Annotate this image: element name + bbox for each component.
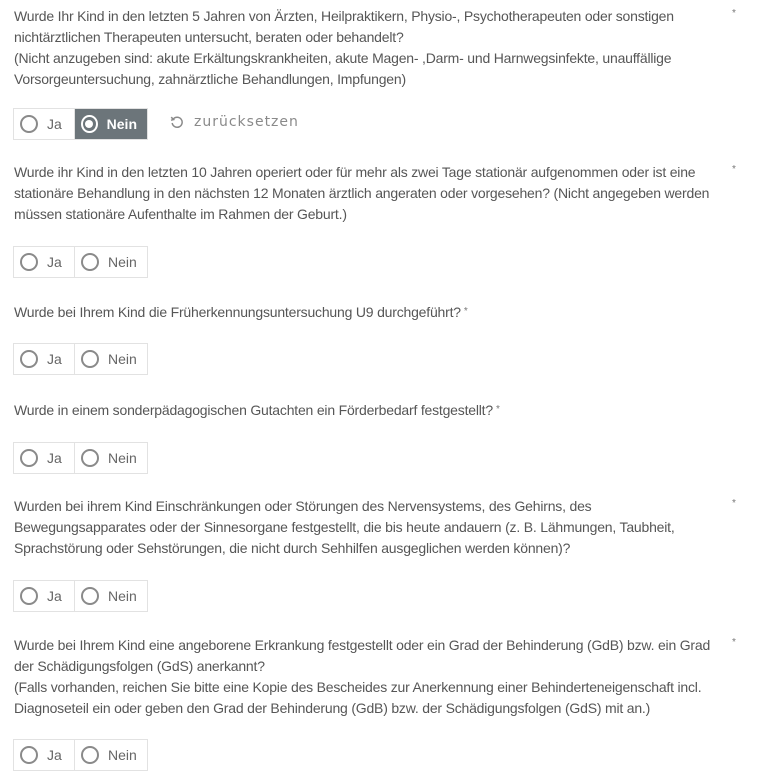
radio-circle-icon [81,253,99,271]
option-label: Nein [108,254,137,270]
option-label: Ja [47,450,62,466]
question-5-option-ja[interactable] [14,581,74,611]
question-5-option-nein[interactable] [74,581,147,611]
question-2-option-ja[interactable] [14,247,74,277]
option-label: Nein [108,351,137,367]
question-6-line-2: (Falls vorhanden, reichen Sie bitte eine Kopie des Bescheides zur Anerkennung einer Behinderteneigenschaft incl. Diagnoseteil ein oder geben den Grad der Behinderung (GdB) bzw. der Schädigungsfolgen (GdS) mit an.) [14,679,702,716]
reset-icon [170,115,184,129]
option-label: Ja [47,254,62,270]
radio-circle-icon [20,587,38,605]
required-marker: * [732,164,736,175]
question-3-text [14,301,714,323]
radio-circle-icon [20,253,38,271]
required-marker: * [463,306,468,317]
reset-label: zurücksetzen [194,114,299,130]
question-2-text [14,162,724,225]
radio-circle-icon [81,746,99,764]
question-1-line-2: (Nicht anzugeben sind: akute Erkältungskrankheiten, akute Magen- ,Darm- und Harnwegsinfekte, unauffällige Vorsorgeuntersuchung, zahnärztliche Behandlungen, Impfungen) [14,50,672,87]
question-3-radio-group [13,343,148,375]
required-marker: * [732,8,736,19]
question-4-line-1: Wurde in einem sonderpädagogischen Gutachten ein Förderbedarf festgestellt? [14,402,493,418]
option-label: Nein [108,588,137,604]
radio-checked-icon [81,115,98,133]
question-4-option-ja[interactable] [14,443,74,473]
question-3-option-nein[interactable] [74,344,147,374]
radio-circle-icon [81,587,99,605]
question-6-option-ja[interactable] [14,740,74,770]
question-1-option-nein[interactable] [74,109,147,139]
question-2-option-nein[interactable] [74,247,147,277]
option-label: Nein [106,116,137,132]
question-4-option-nein[interactable] [74,443,147,473]
question-6-text [14,635,726,719]
radio-circle-icon [20,449,38,467]
radio-circle-icon [20,115,38,133]
option-label: Nein [108,450,137,466]
question-6-radio-group [13,739,148,771]
option-label: Ja [47,747,62,763]
radio-circle-icon [20,746,38,764]
required-marker: * [732,637,736,648]
question-1-reset-button[interactable] [170,114,299,130]
radio-circle-icon [20,350,38,368]
question-1-line-1: Wurde Ihr Kind in den letzten 5 Jahren von Ärzten, Heilpraktikern, Physio-, Psychotherapeuten oder sonstigen nichtärztlichen Therapeuten untersucht, beraten oder behandelt? [14,8,674,45]
question-6-option-nein[interactable] [74,740,147,770]
required-marker: * [495,404,500,415]
radio-circle-icon [81,350,99,368]
option-label: Nein [108,747,137,763]
question-5-text [14,496,726,559]
question-1-text [14,6,719,90]
question-2-radio-group [13,246,148,278]
question-2-line-1: Wurde ihr Kind in den letzten 10 Jahren operiert oder für mehr als zwei Tage stationär aufgenommen oder ist eine stationäre Behandlung in den nächsten 12 Monaten ärztlich angeraten oder vorgesehen? (Nicht angegeben werden müssen stationäre Aufenthalte im Rahmen der Geburt.) [14,164,710,222]
question-1-option-ja[interactable] [14,109,74,139]
question-3-option-ja[interactable] [14,344,74,374]
radio-circle-icon [81,449,99,467]
option-label: Ja [47,351,62,367]
question-6-line-1: Wurde bei Ihrem Kind eine angeborene Erkrankung festgestellt oder ein Grad der Behinderung (GdB) bzw. ein Grad der Schädigungsfolgen (GdS) anerkannt? [14,637,711,674]
question-4-radio-group [13,442,148,474]
question-5-line-1: Wurden bei ihrem Kind Einschränkungen oder Störungen des Nervensystems, des Gehirns, des Bewegungsapparates oder der Sinnesorgane festgestellt, die bis heute andauern (z. B. Lähmungen, Taubheit, Sprachstörung oder Sehstörungen, die nicht durch Sehhilfen ausgeglichen werden können)? [14,498,675,556]
question-1-radio-group [13,108,148,140]
question-3-line-1: Wurde bei Ihrem Kind die Früherkennungsuntersuchung U9 durchgeführt? [14,304,461,320]
question-5-radio-group [13,580,148,612]
required-marker: * [732,498,736,509]
question-4-text [14,399,714,421]
option-label: Ja [47,116,62,132]
option-label: Ja [47,588,62,604]
